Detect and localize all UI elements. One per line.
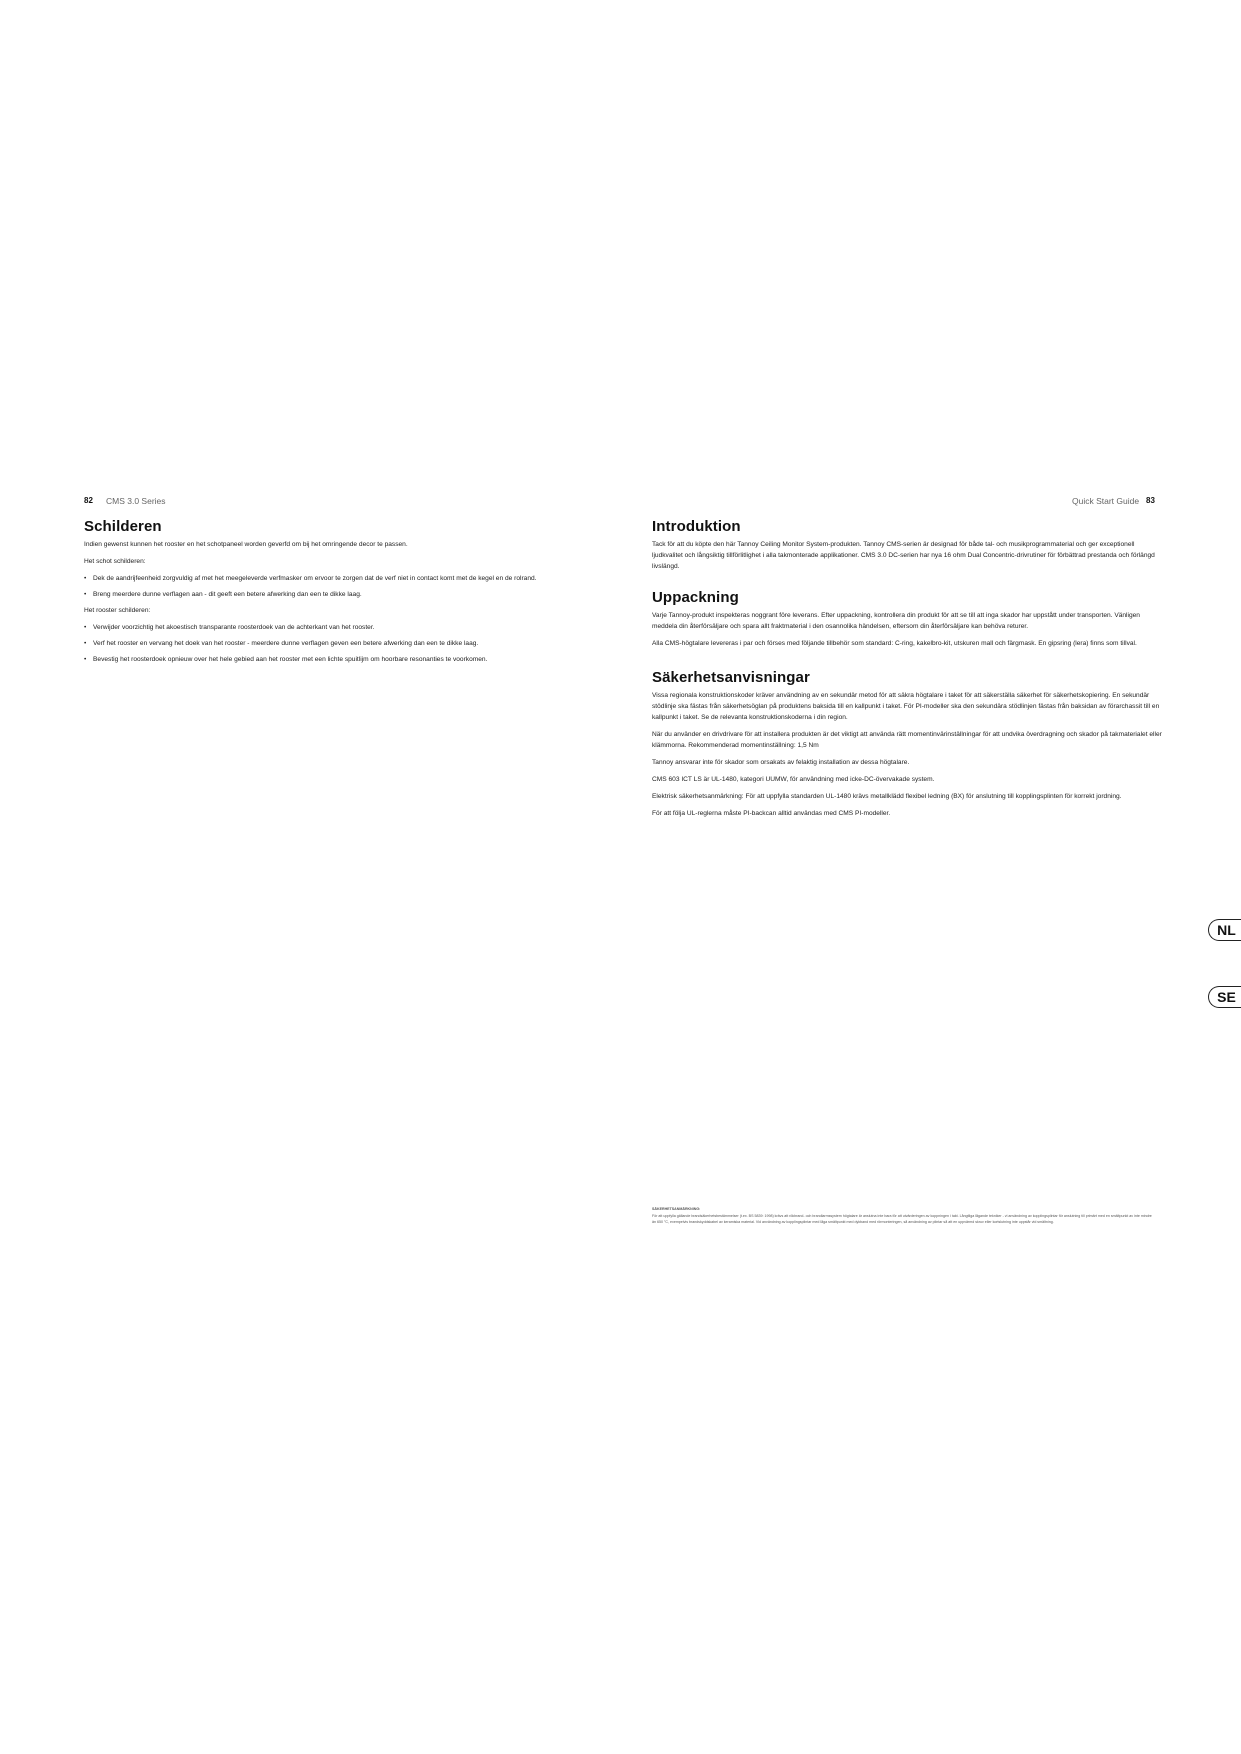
- safety-section: [652, 669, 1162, 825]
- intro-section: [652, 518, 1162, 578]
- safety-paragraph: För att följa UL-reglerna måste PI-backcan alltid användas med CMS PI-modeller.: [652, 810, 891, 817]
- painting-intro: Indien gewenst kunnen het rooster en het schotpaneel worden geverfd om bij het omringende decor te passen.: [84, 541, 408, 548]
- unpacking-heading: Uppackning: [652, 589, 739, 606]
- safety-heading: Säkerhetsanvisningar: [652, 669, 810, 686]
- list-item: • Verwijder voorzichtig het akoestisch transparante roosterdoek van de achterkant van het rooster.: [84, 622, 584, 633]
- list-item: • Verf het rooster en vervang het doek van het rooster - meerdere dunne verflagen geven een betere afwerking dan een te dikke laag.: [84, 638, 584, 649]
- page-number-right: 83: [1146, 496, 1155, 505]
- safety-paragraph: CMS 603 ICT LS är UL-1480, kategori UUMW, för användning med icke-DC-övervakade system.: [652, 776, 935, 783]
- painting-heading: Schilderen: [84, 518, 162, 535]
- intro-paragraph: Tack för att du köpte den här Tannoy Ceiling Monitor System-produkten. Tannoy CMS-serien är designad för både tal- och musikprogrammaterial och ger exceptionell ljudkvalitet och långsiktig tillförlitlighet i alla takmonterade applikationer. CMS 3.0 DC-serien har nya 16 ohm Dual Concentric-drivrutiner för förbättrad prestanda och förlängd livslängd.: [652, 541, 1155, 570]
- unpacking-paragraph: Alla CMS-högtalare levereras i par och förses med följande tillbehör som standard: C-ring, kakelbro-kit, utskuren mall och färgmask. En gipsring (lera) finns som tillval.: [652, 640, 1137, 647]
- safety-paragraph: När du använder en drivdrivare för att installera produkten är det viktigt att använda rätt momentinvärinställningar för att undvika överdragning och skador på takmaterialet eller klämmorna. Rekommenderad momentinställning: 1,5 Nm: [652, 731, 1162, 749]
- baffle-bullet-list: [84, 573, 584, 600]
- baffle-label: Het schot schilderen:: [84, 558, 146, 565]
- painting-section: [84, 518, 584, 670]
- language-tab-nl[interactable]: NL: [1208, 919, 1241, 941]
- grille-bullet-list: [84, 622, 584, 665]
- list-item: • Breng meerdere dunne verflagen aan - dit geeft een betere afwerking dan een te dikke laag.: [84, 589, 584, 600]
- list-item: • Bevestig het roosterdoek opnieuw over het hele gebied aan het rooster met een lichte spuitlijm om hoorbare resonanties te voorkomen.: [84, 654, 584, 665]
- safety-footnote: [652, 1206, 1154, 1226]
- unpacking-section: [652, 589, 1162, 655]
- series-header: CMS 3.0 Series: [106, 496, 166, 506]
- intro-heading: Introduktion: [652, 518, 741, 535]
- list-item: • Dek de aandrijfeenheid zorgvuldig af met het meegeleverde verfmasker om ervoor te zorgen dat de verf niet in contact komt met de kegel en de rolrand.: [84, 573, 584, 584]
- footnote-title: SÄKERHETSANMÄRKNING:: [652, 1207, 701, 1211]
- safety-paragraph: Tannoy ansvarar inte för skador som orsakats av felaktig installation av dessa högtalare.: [652, 759, 910, 766]
- grille-label: Het rooster schilderen:: [84, 607, 151, 614]
- safety-paragraph: Vissa regionala konstruktionskoder kräver användning av en sekundär metod för att säkra högtalare i taket för att säkerställa säkerhet för säkerhetskopiering. En sekundär stödlinje ska fästas från säkerhetsöglan på produktens baksida till en kallpunkt i taket. För PI-modeller ska den sekundära stödlinjen fästas från baksidan av förarchassit till en kallpunkt i taket. Se de relevanta konstruktionskoderna i din region.: [652, 692, 1160, 721]
- safety-paragraph: Elektrisk säkerhetsanmärkning: För att uppfylla standarden UL-1480 krävs metallklädd flexibel ledning (BX) för anslutning till kopplingsplinten för korrekt jordning.: [652, 793, 1122, 800]
- unpacking-paragraph: Varje Tannoy-produkt inspekteras noggrant före leverans. Efter uppackning, kontrollera din produkt för att se till att inga skador har uppstått under transporten. Vänligen meddela din återförsäljare och spara allt fraktmaterial i den osannolika händelsen, eftersom din återförsäljare kan behöva returer.: [652, 612, 1140, 630]
- footnote-text: För att uppfylla gällande brandsäkerhetsbestämmelser (t.ex. BS 5839: 1998) krävs att rökbrand- och brandlarmssystem högtalare är anslutna inte bara för att utvärderingen av koppningen i takt. Långtliga lågande tekniker - vi användning av kopplingsplintar för anslutning till primärt med en smältpunkt av inte mindre än 650 °C, exempelvis brandskyddskabel av keramiska material. Vid användning av kopplingsplintar med låga smältpunkt med dykband med rörmonteringen, så användning av plintar så att en uppvärmd skruv eller kortslutning inte uppstår vid smältning.: [652, 1213, 1152, 1224]
- language-tab-se[interactable]: SE: [1208, 986, 1241, 1008]
- guide-header: Quick Start Guide: [1072, 496, 1140, 506]
- page-number-left: 82: [84, 496, 93, 505]
